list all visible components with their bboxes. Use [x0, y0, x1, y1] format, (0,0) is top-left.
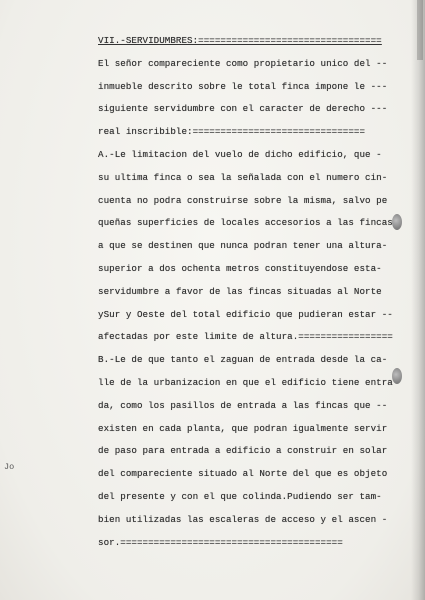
text-line: del presente y con el que colinda.Pudiendo ser tam-: [98, 490, 382, 502]
text-line: a que se destinen que nunca podran tener una altura-: [98, 240, 388, 252]
text-line: sor.========================================: [98, 536, 343, 548]
text-line: cuenta no podra construirse sobre la misma, salvo pe: [98, 194, 388, 206]
text-line: de paso para entrada a edificio a construir en solar: [98, 445, 388, 457]
text-line: existen en cada planta, que podran igualmente servir: [98, 422, 388, 434]
text-line: B.-Le de que tanto el zaguan de entrada desde la ca-: [98, 354, 388, 366]
text-line: su ultima finca o sea la señalada con el numero cin-: [98, 171, 388, 183]
text-line: afectadas por este limite de altura.=================: [98, 331, 393, 343]
text-line: superior a dos ochenta metros constituyendose esta-: [98, 262, 382, 274]
section-heading: VII.-SERVIDUMBRES:=================================: [98, 35, 382, 46]
text-line: ySur y Oeste del total edificio que pudieran estar --: [98, 308, 393, 320]
text-line: bien utilizadas las escaleras de acceso y el ascen -: [98, 513, 388, 525]
corner-smudge: [417, 0, 423, 60]
text-line: da, como los pasillos de entrada a las fincas que --: [98, 399, 388, 411]
text-line: inmueble descrito sobre le total finca impone le ---: [98, 80, 388, 92]
text-line: queñas superficies de locales accesorios a las fincas: [98, 217, 393, 229]
text-line: real inscribible:===============================: [98, 126, 366, 138]
margin-note: Jo: [4, 462, 15, 472]
text-line: A.-Le limitacion del vuelo de dicho edificio, que -: [98, 148, 382, 160]
text-line: siguiente servidumbre con el caracter de derecho ---: [98, 103, 388, 115]
page-edge-shadow: [411, 0, 425, 600]
text-line: del compareciente situado al Norte del que es objeto: [98, 468, 388, 480]
document-body: [98, 30, 398, 554]
text-line: lle de la urbanizacion en que el edificio tiene entra: [98, 376, 393, 388]
text-line: El señor compareciente como propietario unico del --: [98, 57, 388, 69]
text-line: servidumbre a favor de las fincas situadas al Norte: [98, 285, 382, 297]
